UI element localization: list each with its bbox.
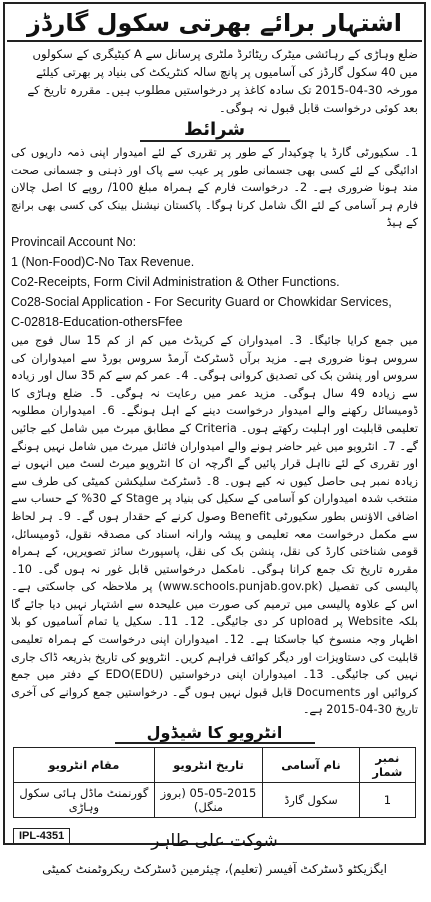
header-venue: مقام انٹرویو xyxy=(14,748,155,783)
account-line-3: Co28-Social Application - For Security Guard or Chowkidar Services, xyxy=(11,294,392,309)
account-header: Provincail Account No: xyxy=(11,234,137,249)
cell-post: سکول گارڈ xyxy=(263,783,359,818)
header-date: تاریخ انٹرویو xyxy=(154,748,263,783)
account-line-4: C-02818-Education-othersFfee xyxy=(11,314,183,329)
conditions-body: میں جمع کرایا جائیگا۔ 3۔ امیدواران کے کریڈٹ میں کم از کم 15 سال فوج میں سروس ہونا ضروری ہے۔ مزید برآں ڈسٹرکٹ آرمڈ سروس بورڈ سے امیدواران کی سروس اور پنشن بک کی تصدیق کروانی ہوگی۔ 4۔ عمر کم سے کم 35 سال اور زیادہ سے زیادہ 49 سال ہوگی۔ مزید عمر میں رعایت نہ ہوگی۔ 5۔ ضلع وہاڑی کا ڈومیسائل رکھنے والے امیدوار درخواست دینے کے اہل ہونگے۔ 6۔ امیدواران مطلوبہ تعلیمی قابلیت اور اہلیت رکھتے ہوں۔ Criteria کے مطابق میرٹ میں شامل کیے جائیں گے۔ 7۔ انٹرویو میں غیر حاضر ہونے والے امیدواران فائنل میرٹ میں شامل نہیں ہونگے اور تقرری کے لئے نااہل قرار پائیں گے اگرچہ ان کا انٹرویو میرٹ لسٹ میں انہوں نے زیادہ نمبر ہی حاصل کیوں نہ کیے ہوں۔ 8۔ ڈسٹرکٹ سلیکشن کمیٹی کی طرف سے منتخب شدہ امیدواران کو آسامی کے سکیل کی بنیاد پر Stage کے 30% کے حساب سے اضافی الاؤنس بطور سکیورٹی Benefit وصول کرنے کے حقدار ہوں گے۔ 9۔ ہر لحاظ سے مکمل درخواست معہ تعلیمی و پیشہ وارانہ اسناد کی مصدقہ نقول، ڈومیسائل، قومی شناختی کارڈ کی نقل، پنشن بک کی نقل، پاسپورٹ سائز تصویریں، کے ہمراہ مقررہ تاریخ تک جمع کرانا ہوگی۔ نامکمل درخواستیں قابل غور نہ ہوں گی۔ 10۔ پالیسی کی تفصیل (www.schools.punjab.gov.pk) پر ملاحظہ کی جاسکتی ہے۔ اس کے علاوہ پالیسی میں ترمیم کی صورت میں علیحدہ سے اشتہار نہیں دیا جائے گا بلکہ Website پر upload کر دی جائیگی۔ 12۔ 11۔ سکیل یا تمام آسامیوں کو بلا اظہار وجہ منسوخ کیا جاسکتا ہے۔ 12۔ امیدواران اپنی درخواست کے ہمراہ تعلیمی قابلیت کی دستاویزات اور دیگر کوائف فراہم کریں۔ انٹرویو کی تاریخ بذریعہ ڈاک جاری نہیں کی جائیگی۔ 13۔ امیدواران اپنی درخواستیں EDO(EDU) کے دفتر میں جمع کروائیں اور Documents قابل قبول نہیں ہوں گے۔ درخواستیں جمع کروانے کی آخری تاریخ 30-04-2015 ہے۔ xyxy=(11,333,419,717)
cell-sr: 1 xyxy=(359,783,415,818)
signatory-name: شوکت علی طاہر xyxy=(151,831,278,852)
table-header-row xyxy=(14,748,416,783)
footer xyxy=(5,824,424,902)
conditions-section xyxy=(5,144,424,719)
cell-venue: گورنمنٹ ماڈل ہائی سکول وہاڑی xyxy=(14,783,155,818)
signatory-designation: ایگزیکٹو ڈسٹرکٹ آفیسر (تعلیم)، چیئرمین ڈسٹرکٹ ریکروٹمنٹ کمیٹی xyxy=(42,862,387,877)
intro-paragraph: ضلع وہاڑی کے رہائشی میٹرک ریٹائرڈ ملٹری پرسانل سے A کیٹیگری کے سکولوں میں 40 سکول گارڈز کی آسامیوں پر پانچ سالہ کنٹریکٹ کی بنیاد پر بھرتی کیلئے مورخہ 30-04-2015 تک سادہ کاغذ پر درخواستیں مطلوب ہیں۔ مقررہ تاریخ کے بعد کوئی درخواست قابل قبول نہ ہوگی۔ xyxy=(27,47,418,115)
header-post: نام آسامی xyxy=(263,748,359,783)
cell-date: 05-05-2015 (بروز منگل) xyxy=(154,783,263,818)
table-row xyxy=(14,783,416,818)
account-line-1: 1 (Non-Food)C-No Tax Revenue. xyxy=(11,254,195,269)
conditions-heading: شرائط xyxy=(140,119,290,142)
header-sr: نمبر شمار xyxy=(359,748,415,783)
account-line-2: Co2-Receipts, Form Civil Administration & Other Functions. xyxy=(11,274,340,289)
interview-schedule-table xyxy=(13,747,416,818)
condition-1: 1۔ سکیورٹی گارڈ یا چوکیدار کے طور پر تقرری کے لئے امیدوار اپنی ذمہ داریوں کی ادائیگی کے لئے کسی بھی جسمانی طور پر عیب سے پاک اور ذہنی و جسمانی صحت مند ہونا ضروری ہے۔ 2۔ درخواست فارم کے ہمراہ مبلغ 100/ روپے کا اصل چالان فارم ہر آسامی کے لئے الگ شامل کرنا ہوگا۔ پاکستان نیشنل بینک کی کسی بھی برانچ کے ہیڈ xyxy=(11,146,418,230)
advertisement-title: اشتہار برائے بھرتی سکول گارڈز xyxy=(7,6,422,42)
advertisement xyxy=(3,2,426,877)
schedule-heading: انٹرویو کا شیڈول xyxy=(115,723,315,744)
ipl-code: IPL-4351 xyxy=(13,828,70,844)
